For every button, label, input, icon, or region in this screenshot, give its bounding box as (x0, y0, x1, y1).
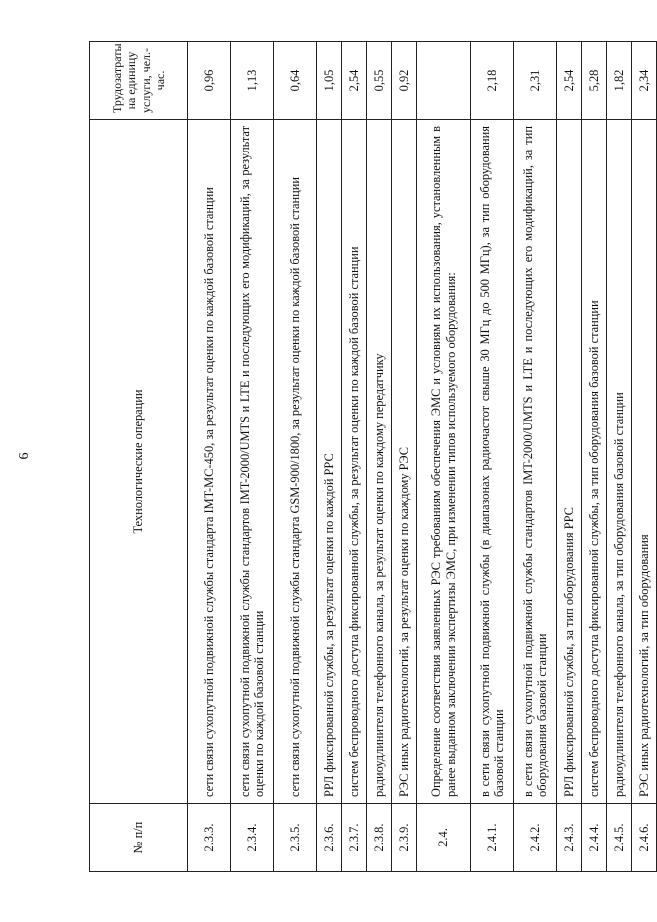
page-number: 6 (17, 452, 32, 460)
table-row (342, 42, 367, 872)
row-operation: радиоудлинителя телефонного канала, за результат оценки по каждому передатчику (367, 120, 392, 804)
row-operation: радиоудлинителя телефонного канала, за тип оборудования базовой станции (607, 120, 632, 804)
table-row (632, 42, 657, 872)
row-labor-value: 2,31 (514, 42, 557, 120)
table-row (274, 42, 317, 872)
row-labor-value: 2,54 (342, 42, 367, 120)
row-operation: в сети связи сухопутной подвижной службы (в диапазонах радиочастот свыше 30 МГц до 500 МГц), за тип оборудования базовой станции (471, 120, 514, 804)
table-row (317, 42, 342, 872)
row-number: 2.4. (417, 804, 471, 872)
row-operation: сети связи сухопутной подвижной службы стандарта GSM-900/1800, за результат оценки по каждой базовой станции (274, 120, 317, 804)
row-labor-value: 5,28 (582, 42, 607, 120)
table-row (417, 42, 471, 872)
row-number: 2.3.4. (231, 804, 274, 872)
row-number: 2.4.5. (607, 804, 632, 872)
row-operation: РЭС иных радиотехнологий, за результат оценки по каждому РЭС (392, 120, 417, 804)
row-number: 2.3.3. (188, 804, 231, 872)
table-row (557, 42, 582, 872)
row-operation: сети связи сухопутной подвижной службы стандартов IMT-2000/UMTS и LTE и последующих его модификаций, за результат оценки по каждой базовой станции (231, 120, 274, 804)
row-labor-value: 0,55 (367, 42, 392, 120)
row-labor-value: 1,82 (607, 42, 632, 120)
row-number: 2.4.1. (471, 804, 514, 872)
header-labor: Трудозатраты на единицу услуги, чел.-час. (90, 42, 188, 120)
row-labor-value: 0,64 (274, 42, 317, 120)
labor-cost-table (89, 41, 657, 872)
row-operation: РРЛ фиксированной службы, за тип оборудования РРС (557, 120, 582, 804)
table-row (514, 42, 557, 872)
row-number: 2.4.6. (632, 804, 657, 872)
header-operation: Технологические операции (90, 120, 188, 804)
row-labor-value: 0,92 (392, 42, 417, 120)
table-row (471, 42, 514, 872)
row-number: 2.3.6. (317, 804, 342, 872)
row-labor-value: 1,13 (231, 42, 274, 120)
table-row (367, 42, 392, 872)
row-operation: Определение соответствия заявленных РЭС требованиям обеспечения ЭМС и условиям их использования, установленным в ранее выданном заключении экспертизы ЭМС, при изменении типов используемого оборудования: (417, 120, 471, 804)
row-number: 2.3.9. (392, 804, 417, 872)
header-number: № п/п (90, 804, 188, 872)
row-number: 2.3.5. (274, 804, 317, 872)
row-labor-value: 0,96 (188, 42, 231, 120)
table-row (607, 42, 632, 872)
rotated-page-content (89, 42, 651, 872)
row-operation: РРЛ фиксированной службы, за результат оценки по каждой РРС (317, 120, 342, 804)
row-labor-value: 2,54 (557, 42, 582, 120)
row-labor-value: 2,18 (471, 42, 514, 120)
row-labor-value: 2,34 (632, 42, 657, 120)
row-operation: систем беспроводного доступа фиксированной службы, за тип оборудования базовой станции (582, 120, 607, 804)
row-number: 2.4.2. (514, 804, 557, 872)
table-header-row (90, 42, 188, 872)
row-operation: систем беспроводного доступа фиксированной службы, за результат оценки по каждой базовой станции (342, 120, 367, 804)
row-labor-value: 1,05 (317, 42, 342, 120)
row-operation: РЭС иных радиотехнологий, за тип оборудования (632, 120, 657, 804)
row-operation: сети связи сухопутной подвижной службы стандарта IMT-MC-450, за результат оценки по каждой базовой станции (188, 120, 231, 804)
row-labor-value (417, 42, 471, 120)
row-number: 2.3.8. (367, 804, 392, 872)
row-number: 2.3.7. (342, 804, 367, 872)
row-number: 2.4.3. (557, 804, 582, 872)
table-row (582, 42, 607, 872)
table-row (188, 42, 231, 872)
row-number: 2.4.4. (582, 804, 607, 872)
table-row (231, 42, 274, 872)
row-operation: в сети связи сухопутной подвижной службы стандартов IMT-2000/UMTS и LTE и последующих его модификаций, за тип оборудования базовой станции (514, 120, 557, 804)
table-row (392, 42, 417, 872)
